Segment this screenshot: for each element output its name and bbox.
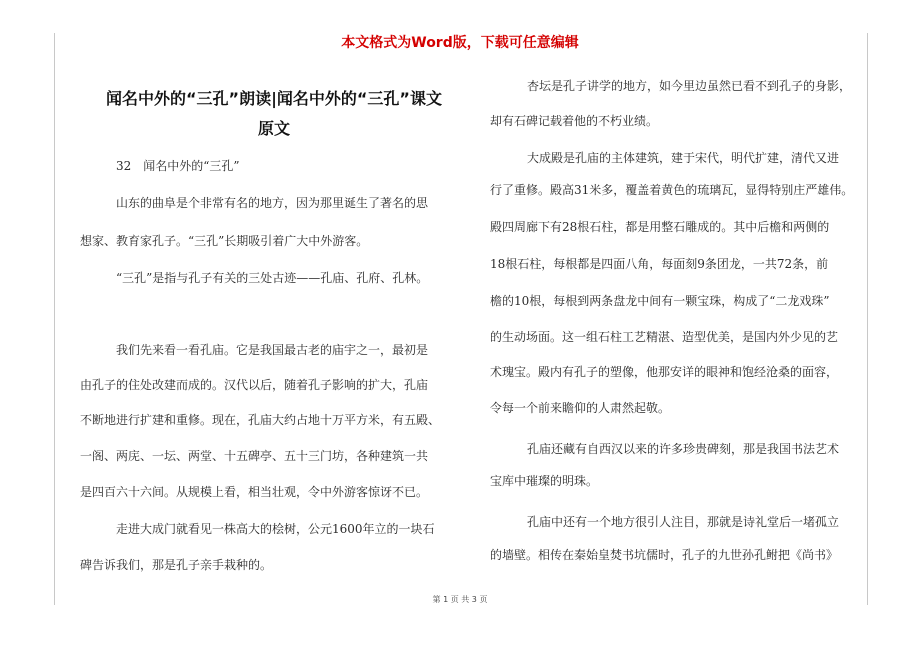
paragraph-line: 大成殿是孔庙的主体建筑，建于宋代，明代扩建，清代又进	[527, 151, 840, 165]
paragraph-line: 宝库中璀璨的明珠。	[490, 474, 599, 488]
paragraph-line: 山东的曲阜是个非常有名的地方，因为那里诞生了著名的思	[116, 196, 429, 210]
paragraph-line: 我们先来看一看孔庙。它是我国最古老的庙宇之一，最初是	[116, 343, 429, 357]
paragraph-line: 孔庙还藏有自西汉以来的许多珍贵碑刻，那是我国书法艺术	[527, 442, 840, 456]
paragraph-line: 术瑰宝。殿内有孔子的塑像，他那安详的眼神和饱经沧桑的面容，	[490, 365, 839, 379]
paragraph-line: 是四百六十六间。从规模上看，相当壮观，令中外游客惊讶不已。	[80, 485, 429, 499]
paragraph-line: “三孔”是指与孔子有关的三处古迹——孔庙、孔府、孔林。	[116, 271, 429, 285]
paragraph-line: 碑告诉我们，那是孔子亲手栽种的。	[80, 558, 273, 572]
paragraph-line: 不断地进行扩建和重修。现在，孔庙大约占地十万平方米，有五殿、	[80, 413, 441, 427]
paragraph-line: 孔庙中还有一个地方很引人注目，那就是诗礼堂后一堵孤立	[527, 515, 840, 529]
paragraph-line: 的墙壁。相传在秦始皇焚书坑儒时，孔子的九世孙孔鲋把《尚书》	[490, 548, 839, 562]
paragraph-line: 令每一个前来瞻仰的人肃然起敬。	[490, 401, 671, 415]
paragraph-line: 18根石柱，每根都是四面八角，每面刻9条团龙，一共72条，前	[490, 257, 829, 271]
paragraph-line: 想家、教育家孔子。“三孔”长期吸引着广大中外游客。	[80, 234, 369, 248]
document-title	[64, 84, 484, 144]
paragraph-line: 行了重修。殿高31米多，覆盖着黄色的琉璃瓦，显得特别庄严雄伟。	[490, 183, 854, 197]
page-number: 第 1 页 共 3 页	[432, 595, 488, 604]
title-line-2: 原文	[257, 119, 290, 138]
paragraph-line: 殿四周廊下有28根石柱，都是用整石雕成的。其中后檐和两侧的	[490, 220, 830, 234]
paragraph-line: 由孔子的住处改建而成的。汉代以后，随着孔子影响的扩大，孔庙	[80, 378, 429, 392]
paragraph-line: 一阁、两庑、一坛、两堂、十五碑亭、五十三门坊，各种建筑一共	[80, 449, 429, 463]
paragraph-line: 杏坛是孔子讲学的地方，如今里边虽然已看不到孔子的身影，	[527, 79, 852, 93]
title-line-1: 闻名中外的“三孔”朗读|闻名中外的“三孔”课文	[106, 89, 442, 108]
paragraph-line: 却有石碑记载着他的不朽业绩。	[490, 114, 659, 128]
word-format-banner: 本文格式为Word版，下载可任意编辑	[341, 35, 579, 51]
section-heading: 32 闻名中外的“三孔”	[116, 159, 240, 173]
paragraph-line: 走进大成门就看见一株高大的桧树，公元1600年立的一块石	[116, 522, 435, 536]
paragraph-line: 的生动场面。这一组石柱工艺精湛、造型优美，是国内外少见的艺	[490, 330, 839, 344]
paragraph-line: 檐的10根，每根到两条盘龙中间有一颗宝珠，构成了“二龙戏珠”	[490, 294, 830, 308]
